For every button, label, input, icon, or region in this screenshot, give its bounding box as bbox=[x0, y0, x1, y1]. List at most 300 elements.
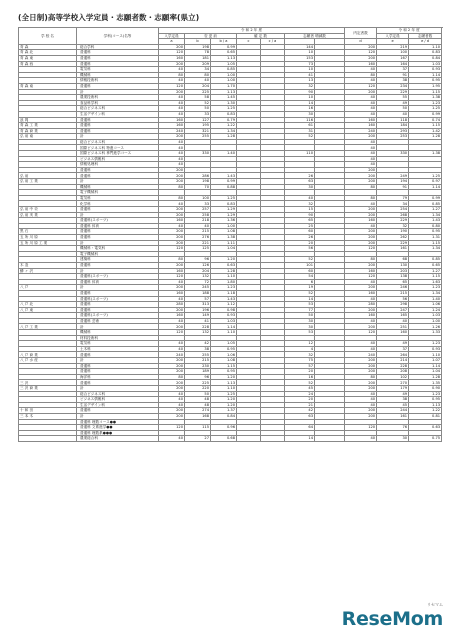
prev-applicants-cell: 208 bbox=[377, 369, 409, 375]
applicants-cell: 313 bbox=[185, 302, 211, 308]
capacity-cell: 40 bbox=[159, 346, 185, 352]
prev-applicants-cell: 251 bbox=[377, 324, 409, 330]
change-cell: 110 bbox=[285, 151, 315, 157]
applicants-cell: 257 bbox=[185, 207, 211, 213]
prev-rate-cell: 0.80 bbox=[409, 223, 442, 229]
school-name-cell: 青 森 bbox=[19, 44, 77, 50]
applicants-cell: 220 bbox=[185, 386, 211, 392]
prev-applicants-cell: 91 bbox=[377, 72, 409, 78]
course-name-cell: 普通科 bbox=[77, 234, 159, 240]
school-name-cell: 八 戸 商 業 bbox=[19, 352, 77, 358]
course-name-cell: 普通科 芸術 bbox=[77, 318, 159, 324]
prev-capacity-cell: 160 bbox=[345, 61, 377, 67]
change-cell: 153 bbox=[285, 55, 315, 61]
page-title: (全日制)高等学校入学定員・志願者数・志願率(県立) bbox=[18, 13, 200, 22]
prev-applicants-cell: 270 bbox=[377, 380, 409, 386]
rate-cell: 1.80 bbox=[211, 279, 237, 285]
header-letter: c bbox=[237, 39, 261, 45]
applicants-cell: 181 bbox=[185, 55, 211, 61]
prev-applicants-cell: 38 bbox=[377, 78, 409, 84]
header-group-prev: 令 和 2 年 度 bbox=[377, 28, 442, 34]
capacity-cell: 200 bbox=[159, 408, 185, 414]
school-name-cell: 八 戸 水 産 bbox=[19, 358, 77, 364]
prev-rate-cell: 1.07 bbox=[409, 358, 442, 364]
change-cell: 30 bbox=[285, 184, 315, 190]
change-cell: 14 bbox=[285, 436, 315, 442]
prev-capacity-cell: 200 bbox=[345, 234, 377, 240]
prev-applicants-cell: 38 bbox=[377, 397, 409, 403]
rate-cell: 1.10 bbox=[211, 330, 237, 336]
prev-rate-cell: 0.83 bbox=[409, 50, 442, 56]
capacity-cell: 120 bbox=[159, 83, 185, 89]
change-cell: 10 bbox=[285, 67, 315, 73]
prev-applicants-cell: 228 bbox=[377, 363, 409, 369]
rate-cell: 1.29 bbox=[211, 212, 237, 218]
applicants-cell: 225 bbox=[185, 89, 211, 95]
applicants-cell: 168 bbox=[185, 413, 211, 419]
applicants-cell: 215 bbox=[185, 229, 211, 235]
header-final: 確 定 数 bbox=[237, 33, 285, 39]
change-cell: 73 bbox=[285, 61, 315, 67]
rate-cell: 1.43 bbox=[211, 173, 237, 179]
prev-rate-cell: 1.26 bbox=[409, 324, 442, 330]
final-applicants-cell bbox=[237, 436, 261, 442]
rate-cell: 1.20 bbox=[211, 257, 237, 263]
prev-rate-cell: 1.24 bbox=[409, 307, 442, 313]
course-name-cell: 計 bbox=[77, 240, 159, 246]
course-name-cell: 電子機械科 bbox=[77, 190, 159, 196]
rate-cell: 1.34 bbox=[211, 128, 237, 134]
capacity-cell: 280 bbox=[159, 302, 185, 308]
prev-capacity-cell: 240 bbox=[345, 128, 377, 134]
applicants-cell: 195 bbox=[185, 123, 211, 129]
prev-applicants-cell: 215 bbox=[377, 290, 409, 296]
course-name-cell: 普通科 bbox=[77, 290, 159, 296]
rate-cell: 1.13 bbox=[211, 55, 237, 61]
rate-cell: 1.06 bbox=[211, 352, 237, 358]
course-name-cell: 情報処理科 bbox=[77, 162, 159, 168]
capacity-cell: 40 bbox=[159, 391, 185, 397]
applicants-cell: 255 bbox=[185, 134, 211, 140]
prev-rate-cell: 1.28 bbox=[409, 134, 442, 140]
change-cell: 61 bbox=[285, 123, 315, 129]
rate-cell: 1.30 bbox=[211, 100, 237, 106]
prev-rate-cell: 0.93 bbox=[409, 346, 442, 352]
capacity-cell: 40 bbox=[159, 201, 185, 207]
applicants-cell: 58 bbox=[185, 95, 211, 101]
change-cell: 65 bbox=[285, 218, 315, 224]
course-name-cell: 普通科 体育 bbox=[77, 223, 159, 229]
capacity-cell: 40 bbox=[159, 106, 185, 112]
rate-cell: 0.85 bbox=[211, 67, 237, 73]
capacity-cell: 200 bbox=[159, 89, 185, 95]
change-cell: 26 bbox=[285, 234, 315, 240]
applicants-cell: 72 bbox=[185, 279, 211, 285]
prev-capacity-cell: 160 bbox=[345, 117, 377, 123]
prev-applicants-cell: 165 bbox=[377, 313, 409, 319]
table-row bbox=[19, 436, 442, 442]
prev-applicants-cell: 40 bbox=[377, 111, 409, 117]
prev-capacity-cell: 200 bbox=[345, 167, 377, 173]
prev-rate-cell: 1.15 bbox=[409, 123, 442, 129]
capacity-cell: 200 bbox=[159, 167, 185, 173]
change-cell: 60 bbox=[285, 268, 315, 274]
capacity-cell: 40 bbox=[159, 318, 185, 324]
prev-capacity-cell: 40 bbox=[345, 436, 377, 442]
resemom-logo bbox=[341, 602, 443, 630]
capacity-cell: 40 bbox=[159, 67, 185, 73]
course-name-cell: 電気科 bbox=[77, 195, 159, 201]
header-letter: e / d bbox=[409, 39, 442, 45]
prev-capacity-cell: 40 bbox=[345, 397, 377, 403]
rate-cell: 1.10 bbox=[211, 274, 237, 280]
prev-capacity-cell: 280 bbox=[345, 302, 377, 308]
prev-applicants-cell: 229 bbox=[377, 89, 409, 95]
applicants-cell: 255 bbox=[185, 352, 211, 358]
course-name-cell: 普通科 bbox=[77, 229, 159, 235]
course-name-cell: 農業技術科 bbox=[77, 95, 159, 101]
capacity-cell: 200 bbox=[159, 307, 185, 313]
header-school: 学 校 名 bbox=[19, 28, 77, 45]
school-name-cell: 三 本 木 bbox=[19, 413, 77, 419]
rate-cell: 0.83 bbox=[211, 111, 237, 117]
prev-applicants-cell: 219 bbox=[377, 44, 409, 50]
capacity-cell: 40 bbox=[159, 156, 185, 162]
rate-cell: 1.13 bbox=[211, 89, 237, 95]
prev-rate-cell: 1.95 bbox=[409, 83, 442, 89]
applicants-cell: 78 bbox=[185, 50, 211, 56]
prev-rate-cell: 1.35 bbox=[409, 380, 442, 386]
change-cell: 20 bbox=[285, 397, 315, 403]
prev-rate-cell: 1.34 bbox=[409, 290, 442, 296]
prev-capacity-cell: 40 bbox=[345, 139, 377, 145]
capacity-cell: 40 bbox=[159, 279, 185, 285]
rate-cell: 1.43 bbox=[211, 296, 237, 302]
prev-capacity-cell: 40 bbox=[345, 151, 377, 157]
prev-capacity-cell: 200 bbox=[345, 324, 377, 330]
prev-applicants-cell: 249 bbox=[377, 173, 409, 179]
prev-capacity-cell: 40 bbox=[345, 341, 377, 347]
prev-rate-cell: 1.38 bbox=[409, 151, 442, 157]
applicants-cell: 126 bbox=[185, 262, 211, 268]
course-name-cell: 化学科 bbox=[77, 201, 159, 207]
applicants-cell: 40 bbox=[185, 78, 211, 84]
capacity-cell: 200 bbox=[159, 369, 185, 375]
prev-capacity-cell: 80 bbox=[345, 184, 377, 190]
capacity-cell: 160 bbox=[159, 218, 185, 224]
prev-rate-cell: 1.03 bbox=[409, 61, 442, 67]
course-name-cell: 材料技術科 bbox=[77, 335, 159, 341]
rate-cell: 0.99 bbox=[211, 44, 237, 50]
course-name-cell: 機械科・電気科 bbox=[77, 246, 159, 252]
rate-cell: 1.05 bbox=[211, 341, 237, 347]
final-rate-cell bbox=[261, 436, 285, 442]
rate-cell: 1.11 bbox=[211, 240, 237, 246]
capacity-cell: 200 bbox=[159, 380, 185, 386]
change-cell: 32 bbox=[285, 83, 315, 89]
prev-rate-cell: 1.10 bbox=[409, 352, 442, 358]
prev-rate-cell: 0.90 bbox=[409, 386, 442, 392]
prev-rate-cell: 1.38 bbox=[409, 95, 442, 101]
header-reduce: 志願者 増減数 bbox=[285, 33, 345, 39]
rate-cell: 0.79 bbox=[211, 117, 237, 123]
prev-applicants-cell: 55 bbox=[377, 95, 409, 101]
prev-applicants-cell: 244 bbox=[377, 408, 409, 414]
capacity-cell: 80 bbox=[159, 257, 185, 263]
capacity-cell: 80 bbox=[159, 72, 185, 78]
course-name-cell: 普通科(スポーツ) bbox=[77, 296, 159, 302]
prev-capacity-cell: 120 bbox=[345, 50, 377, 56]
capacity-cell: 200 bbox=[159, 358, 185, 364]
enrollment-table bbox=[18, 27, 442, 442]
applicants-cell: 132 bbox=[185, 274, 211, 280]
header-cap: 入学定員 bbox=[159, 33, 185, 39]
prev-rate-cell: 1.10 bbox=[409, 44, 442, 50]
applicants-cell: 286 bbox=[185, 173, 211, 179]
school-name-cell: 青 森 北 bbox=[19, 50, 77, 56]
prev-rate-cell: 0.95 bbox=[409, 397, 442, 403]
prev-rate-cell: 1.23 bbox=[409, 100, 442, 106]
prev-capacity-cell: 200 bbox=[345, 229, 377, 235]
applicants-cell: 50 bbox=[185, 391, 211, 397]
capacity-cell: 40 bbox=[159, 436, 185, 442]
school-name-cell: 八 戸 bbox=[19, 285, 77, 291]
rate-cell: 1.12 bbox=[211, 302, 237, 308]
prev-capacity-cell: 200 bbox=[345, 207, 377, 213]
capacity-cell: 120 bbox=[159, 330, 185, 336]
prev-applicants-cell: 264 bbox=[377, 352, 409, 358]
change-cell: 144 bbox=[285, 44, 315, 50]
prev-rate-cell: 1.27 bbox=[409, 268, 442, 274]
school-name-cell: 青 森 東 bbox=[19, 55, 77, 61]
rate-cell: 1.20 bbox=[211, 374, 237, 380]
prev-rate-cell: 1.40 bbox=[409, 296, 442, 302]
prev-applicants-cell: 130 bbox=[377, 262, 409, 268]
rate-cell: 0.88 bbox=[211, 184, 237, 190]
prev-rate-cell: 0.85 bbox=[409, 201, 442, 207]
prev-capacity-cell: 40 bbox=[345, 318, 377, 324]
prev-rate-cell: 0.74 bbox=[409, 117, 442, 123]
header-change: 変 更 前 bbox=[185, 33, 237, 39]
prev-capacity-cell: 40 bbox=[345, 145, 377, 151]
header-letter: e bbox=[377, 39, 409, 45]
prev-capacity-cell: 160 bbox=[345, 268, 377, 274]
course-name-cell: 普通科(スポーツ) bbox=[77, 274, 159, 280]
prev-applicants-cell: 254 bbox=[377, 207, 409, 213]
course-name-cell: 普通科 体育 bbox=[77, 279, 159, 285]
prev-rate-cell: 0.99 bbox=[409, 195, 442, 201]
school-name-cell: 八 戸 工 業 bbox=[19, 324, 77, 330]
rate-cell: 1.28 bbox=[211, 268, 237, 274]
change-cell: 63 bbox=[285, 413, 315, 419]
rate-cell: 0.83 bbox=[211, 201, 237, 207]
prev-capacity-cell: 160 bbox=[345, 290, 377, 296]
capacity-cell: 240 bbox=[159, 128, 185, 134]
prev-rate-cell: 1.42 bbox=[409, 128, 442, 134]
change-cell: 75 bbox=[285, 358, 315, 364]
course-name-cell: 普通科 bbox=[77, 408, 159, 414]
prev-capacity-cell: 40 bbox=[345, 95, 377, 101]
course-name-cell: 機械科 bbox=[77, 72, 159, 78]
prev-applicants-cell: 34 bbox=[377, 201, 409, 207]
prev-capacity-cell: 160 bbox=[345, 313, 377, 319]
prev-applicants-cell: 40 bbox=[377, 318, 409, 324]
prev-capacity-cell: 40 bbox=[345, 296, 377, 302]
course-name-cell: 普通科 bbox=[77, 262, 159, 268]
course-name-cell: 機械科 bbox=[77, 330, 159, 336]
course-name-cell: 普通科 bbox=[77, 363, 159, 369]
course-name-cell: 計 bbox=[77, 358, 159, 364]
change-cell: 10 bbox=[285, 50, 315, 56]
applicants-cell: 209 bbox=[185, 61, 211, 67]
prev-rate-cell: 1.33 bbox=[409, 330, 442, 336]
course-name-cell: 総合ビジネス科 bbox=[77, 139, 159, 145]
prev-capacity-cell: 120 bbox=[345, 83, 377, 89]
capacity-cell: 160 bbox=[159, 123, 185, 129]
prev-applicants-cell: 190 bbox=[377, 229, 409, 235]
course-name-cell: 普通科 bbox=[77, 123, 159, 129]
prev-capacity-cell: 200 bbox=[345, 369, 377, 375]
prev-applicants-cell: 79 bbox=[377, 195, 409, 201]
course-name-cell: 普通科 bbox=[77, 352, 159, 358]
applicants-cell: 188 bbox=[185, 290, 211, 296]
capacity-cell: 40 bbox=[159, 139, 185, 145]
prev-applicants-cell: 37 bbox=[377, 346, 409, 352]
prev-capacity-cell: 40 bbox=[345, 391, 377, 397]
prev-applicants-cell: 49 bbox=[377, 341, 409, 347]
course-name-cell: 普通科 bbox=[77, 50, 159, 56]
prev-rate-cell: 1.27 bbox=[409, 207, 442, 213]
prev-capacity-cell: 200 bbox=[345, 179, 377, 185]
internal-cell bbox=[315, 436, 345, 442]
prev-capacity-cell: 80 bbox=[345, 72, 377, 78]
change-cell: 52 bbox=[285, 257, 315, 263]
capacity-cell: 40 bbox=[159, 162, 185, 168]
capacity-cell: 80 bbox=[159, 184, 185, 190]
prev-rate-cell: 0.63 bbox=[409, 425, 442, 431]
change-cell: 56 bbox=[285, 246, 315, 252]
prev-applicants-cell: 161 bbox=[377, 413, 409, 419]
rate-cell: 1.15 bbox=[211, 363, 237, 369]
applicants-cell: 40 bbox=[185, 223, 211, 229]
applicants-cell: 228 bbox=[185, 324, 211, 330]
course-name-cell: ビジネス情報科 bbox=[77, 397, 159, 403]
prev-rate-cell: 0.75 bbox=[409, 436, 442, 442]
prev-capacity-cell: 200 bbox=[345, 358, 377, 364]
prev-rate-cell: 1.00 bbox=[409, 318, 442, 324]
prev-applicants-cell: 247 bbox=[377, 307, 409, 313]
rate-cell: 0.63 bbox=[211, 262, 237, 268]
prev-rate-cell: 1.04 bbox=[409, 369, 442, 375]
applicants-cell: 215 bbox=[185, 358, 211, 364]
capacity-cell: 160 bbox=[159, 290, 185, 296]
prev-rate-cell: 0.97 bbox=[409, 179, 442, 185]
change-cell: 32 bbox=[285, 352, 315, 358]
prev-rate-cell: 0.81 bbox=[409, 413, 442, 419]
prev-rate-cell: 1.23 bbox=[409, 285, 442, 291]
prev-applicants-cell: 184 bbox=[377, 123, 409, 129]
applicants-cell: 70 bbox=[185, 184, 211, 190]
prev-rate-cell: 1.14 bbox=[409, 184, 442, 190]
rate-cell: 1.20 bbox=[211, 402, 237, 408]
prev-capacity-cell: 200 bbox=[345, 408, 377, 414]
course-name-cell: 電気科 bbox=[77, 67, 159, 73]
prev-capacity-cell: 40 bbox=[345, 78, 377, 84]
capacity-cell: 40 bbox=[159, 341, 185, 347]
applicants-cell: 198 bbox=[185, 44, 211, 50]
school-name-cell: 五 所 川 原 bbox=[19, 234, 77, 240]
change-cell: 64 bbox=[285, 425, 315, 431]
course-name-cell: 普通科 bbox=[77, 207, 159, 213]
prev-capacity-cell: 200 bbox=[345, 386, 377, 392]
prev-rate-cell: 0.85 bbox=[409, 257, 442, 263]
capacity-cell: 200 bbox=[159, 44, 185, 50]
prev-capacity-cell: 200 bbox=[345, 413, 377, 419]
prev-capacity-cell: 40 bbox=[345, 201, 377, 207]
course-name-cell: 総合学科 bbox=[77, 44, 159, 50]
header-cap3: 入学定員 bbox=[377, 33, 409, 39]
applicants-cell: 245 bbox=[185, 285, 211, 291]
change-cell: 53 bbox=[285, 302, 315, 308]
applicants-cell: 100 bbox=[185, 195, 211, 201]
change-cell: 14 bbox=[285, 100, 315, 106]
change-cell: 53 bbox=[285, 330, 315, 336]
change-cell: 40 bbox=[285, 195, 315, 201]
prev-applicants-cell: 194 bbox=[377, 179, 409, 185]
table-body bbox=[19, 44, 442, 441]
prev-capacity-cell: 40 bbox=[345, 156, 377, 162]
capacity-cell: 40 bbox=[159, 111, 185, 117]
rate-cell: 1.20 bbox=[211, 397, 237, 403]
rate-cell: 1.28 bbox=[211, 134, 237, 140]
rate-cell: 1.14 bbox=[211, 324, 237, 330]
rate-cell: 1.04 bbox=[211, 246, 237, 252]
prev-capacity-cell: 40 bbox=[345, 67, 377, 73]
applicants-cell: 52 bbox=[185, 100, 211, 106]
prev-applicants-cell: 330 bbox=[377, 151, 409, 157]
capacity-cell: 160 bbox=[159, 117, 185, 123]
capacity-cell: 200 bbox=[159, 173, 185, 179]
change-cell: 54 bbox=[285, 274, 315, 280]
prev-rate-cell: 0.99 bbox=[409, 111, 442, 117]
change-cell: 30 bbox=[285, 318, 315, 324]
applicants-cell: 48 bbox=[185, 402, 211, 408]
capacity-cell: 200 bbox=[159, 212, 185, 218]
capacity-cell: 80 bbox=[159, 195, 185, 201]
applicants-cell: 225 bbox=[185, 380, 211, 386]
rate-cell: 1.05 bbox=[211, 61, 237, 67]
course-name-cell: 普通科(スポーツ) bbox=[77, 313, 159, 319]
prev-rate-cell: 0.93 bbox=[409, 67, 442, 73]
capacity-cell: 160 bbox=[159, 313, 185, 319]
prev-applicants-cell: 246 bbox=[377, 285, 409, 291]
capacity-cell: 200 bbox=[159, 262, 185, 268]
rate-cell: 1.00 bbox=[211, 223, 237, 229]
change-cell: 19 bbox=[285, 285, 315, 291]
school-name-cell: 弘 前 中 央 bbox=[19, 207, 77, 213]
course-name-cell: 情報技術科 bbox=[77, 78, 159, 84]
rate-cell: 1.29 bbox=[211, 207, 237, 213]
applicants-cell: 48 bbox=[185, 397, 211, 403]
change-cell: 50 bbox=[285, 313, 315, 319]
course-name-cell: 普通科(スポーツ) bbox=[77, 218, 159, 224]
rate-cell: 1.45 bbox=[211, 95, 237, 101]
prev-capacity-cell: 80 bbox=[345, 374, 377, 380]
change-cell: 6 bbox=[285, 279, 315, 285]
course-name-cell: 電子機械科 bbox=[77, 251, 159, 257]
course-name-cell: 普通科 理数コース●● bbox=[77, 419, 159, 425]
prev-applicants-cell: 229 bbox=[377, 240, 409, 246]
